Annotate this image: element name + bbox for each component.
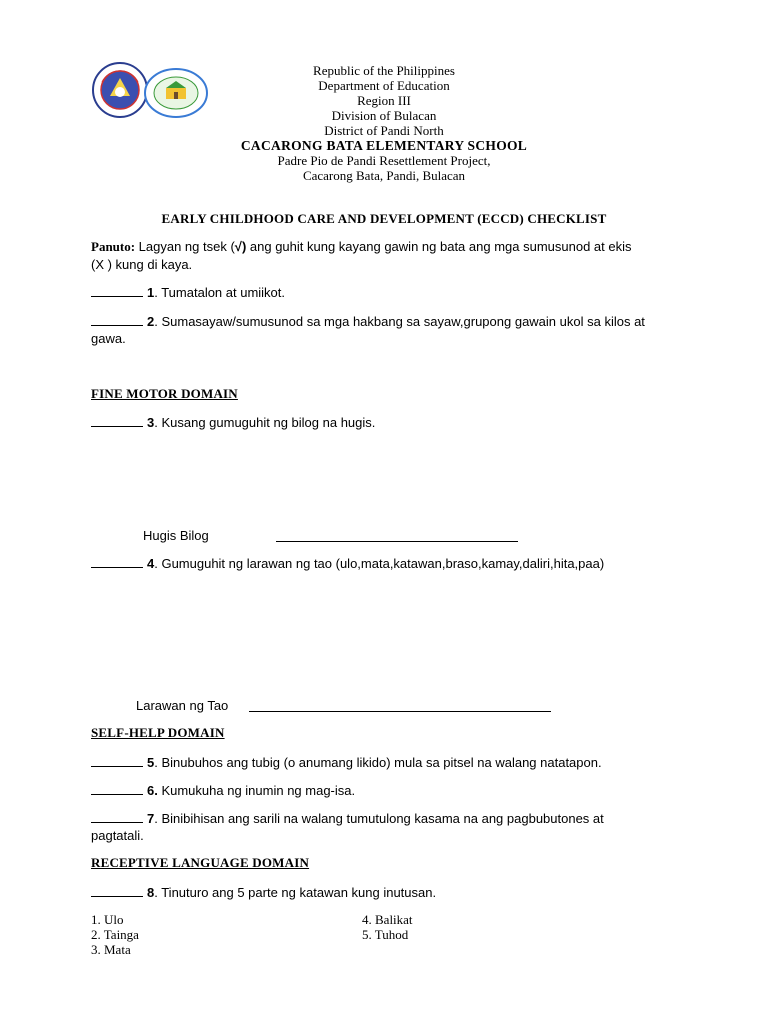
document-title: EARLY CHILDHOOD CARE AND DEVELOPMENT (ECCD) CHECKLIST xyxy=(161,211,607,226)
checklist-item-2: 2. Sumasayaw/sumusunod sa mga hakbang sa sayaw,grupong gawain ukol sa kilos at xyxy=(91,313,691,330)
answer-blank-4[interactable] xyxy=(91,556,143,568)
larawan-ng-tao-field[interactable] xyxy=(249,711,551,712)
school-address-2: Cacarong Bata, Pandi, Bulacan xyxy=(302,168,466,183)
list-item: 1. Ulo xyxy=(91,912,124,927)
checklist-item-4: 4. Gumuguhit ng larawan ng tao (ulo,mata,katawan,braso,kamay,daliri,hita,paa) xyxy=(91,555,604,572)
answer-blank-8[interactable] xyxy=(91,885,143,897)
list-item: 5. Tuhod xyxy=(362,927,409,942)
hugis-bilog-label: Hugis Bilog xyxy=(143,528,209,543)
list-item: 4. Balikat xyxy=(362,912,413,927)
header-line-republic: Republic of the Philippines xyxy=(313,63,455,78)
answer-blank-1[interactable] xyxy=(91,285,143,297)
answer-blank-3[interactable] xyxy=(91,415,143,427)
self-help-domain-heading: SELF-HELP DOMAIN xyxy=(91,725,225,740)
instructions-label: Panuto: xyxy=(91,239,136,254)
checklist-item-7-cont: pagtatali. xyxy=(91,828,144,843)
fine-motor-domain-heading: FINE MOTOR DOMAIN xyxy=(91,386,238,401)
header-line-department: Department of Education xyxy=(318,78,450,93)
larawan-ng-tao-label: Larawan ng Tao xyxy=(136,698,229,713)
body-parts-left-column xyxy=(91,912,139,957)
checklist-item-2-cont: gawa. xyxy=(91,331,126,346)
checklist-item-6: 6. Kumukuha ng inumin ng mag-isa. xyxy=(91,782,355,799)
checklist-item-5: 5. Binubuhos ang tubig (o anumang likido) mula sa pitsel na walang natatapon. xyxy=(91,754,602,771)
hugis-bilog-field[interactable] xyxy=(276,541,518,542)
check-mark: √ xyxy=(234,239,242,254)
header-line-district: District of Pandi North xyxy=(324,123,444,138)
answer-blank-7[interactable] xyxy=(91,811,143,823)
receptive-language-domain-heading: RECEPTIVE LANGUAGE DOMAIN xyxy=(91,855,310,870)
instructions-text-c: ang guhit kung kayang gawin ng bata ang mga sumusunod at ekis xyxy=(246,239,632,254)
header-line-region: Region III xyxy=(357,93,411,108)
answer-blank-6[interactable] xyxy=(91,783,143,795)
header-line-division: Division of Bulacan xyxy=(331,108,437,123)
instructions-text-b: ) xyxy=(241,239,247,254)
checklist-item-8: 8. Tinuturo ang 5 parte ng katawan kung inutusan. xyxy=(91,884,436,901)
instructions-text-a: Lagyan ng tsek ( xyxy=(135,239,235,254)
list-item: 3. Mata xyxy=(91,942,131,957)
instructions-line-2: (X ) kung di kaya. xyxy=(91,257,193,272)
answer-blank-2[interactable] xyxy=(91,314,143,326)
school-address-1: Padre Pio de Pandi Resettlement Project, xyxy=(277,153,491,168)
list-item: 2. Tainga xyxy=(91,927,139,942)
school-name: CACARONG BATA ELEMENTARY SCHOOL xyxy=(240,138,528,153)
answer-blank-5[interactable] xyxy=(91,755,143,767)
body-parts-right-column xyxy=(362,912,413,942)
checklist-item-1: 1. Tumatalon at umiikot. xyxy=(91,284,285,301)
checklist-item-7: 7. Binibihisan ang sarili na walang tumutulong kasama na ang pagbubutones at xyxy=(91,810,691,827)
checklist-item-3: 3. Kusang gumuguhit ng bilog na hugis. xyxy=(91,414,375,431)
instructions xyxy=(91,238,691,255)
